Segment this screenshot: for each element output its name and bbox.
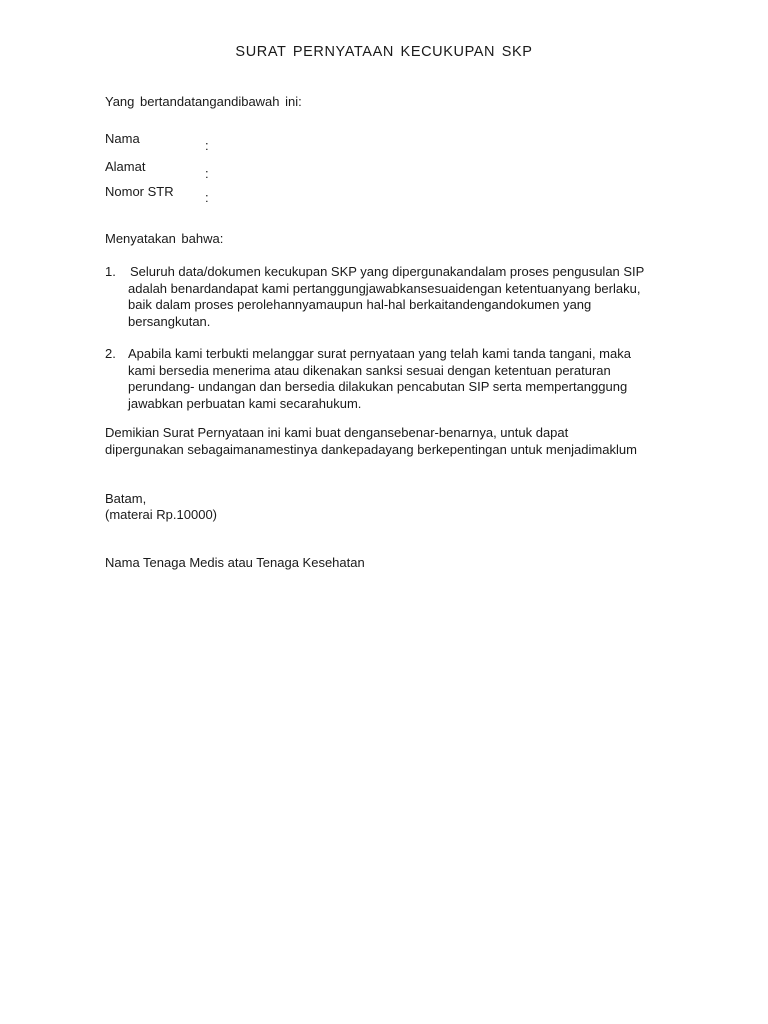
field-label-alamat: Alamat bbox=[105, 159, 146, 174]
stamp-note: (materai Rp.10000) bbox=[105, 507, 217, 522]
intro-text: Yang bertandatangandibawah ini: bbox=[105, 94, 302, 109]
statement-heading: Menyatakan bahwa: bbox=[105, 231, 224, 246]
signature-place: Batam, bbox=[105, 491, 147, 506]
list-number-2: 2. bbox=[105, 346, 116, 361]
list-2-line-1: Apabila kami terbukti melanggar surat pernyataan yang telah kami tanda tangani, maka bbox=[128, 346, 631, 361]
field-label-nama: Nama bbox=[105, 131, 140, 146]
list-item-1 bbox=[105, 264, 653, 330]
signatory-name: Nama Tenaga Medis atau Tenaga Kesehatan bbox=[105, 555, 365, 570]
field-label-nomor-str: Nomor STR bbox=[105, 184, 174, 199]
list-2-line-3: perundang- undangan dan bersedia dilakukan pencabutan SIP serta mempertanggung bbox=[128, 379, 628, 394]
closing-paragraph bbox=[105, 425, 637, 458]
list-1-line-1: Seluruh data/dokumen kecukupan SKP yang dipergunakandalam proses pengusulan SIP bbox=[130, 264, 645, 279]
closing-line-2: dipergunakan sebagaimanamestinya dankepadayang berkepentingan untuk menjadimaklum bbox=[105, 441, 637, 457]
closing-line-1: Demikian Surat Pernyataan ini kami buat dengansebenar-benarnya, untuk dapat bbox=[105, 425, 569, 440]
field-colon-nama: : bbox=[205, 138, 209, 153]
field-colon-nomor-str: : bbox=[205, 190, 209, 205]
field-colon-alamat: : bbox=[205, 166, 209, 181]
list-item-2 bbox=[105, 346, 653, 412]
list-number-1: 1. bbox=[105, 264, 116, 279]
list-1-line-2: adalah benardandapat kami pertanggungjawabkansesuaidengan ketentuanyang berlaku, bbox=[128, 280, 641, 296]
list-1-line-3: baik dalam proses perolehannyamaupun hal-hal berkaitandengandokumen yang bbox=[128, 297, 592, 312]
list-2-line-2: kami bersedia menerima atau dikenakan sanksi sesuai dengan ketentuan peraturan bbox=[128, 362, 611, 378]
list-2-line-4: jawabkan perbuatan kami secarahukum. bbox=[128, 395, 362, 411]
list-1-line-4: bersangkutan. bbox=[128, 313, 211, 329]
document-title: SURAT PERNYATAAN KECUKUPAN SKP bbox=[235, 44, 533, 60]
